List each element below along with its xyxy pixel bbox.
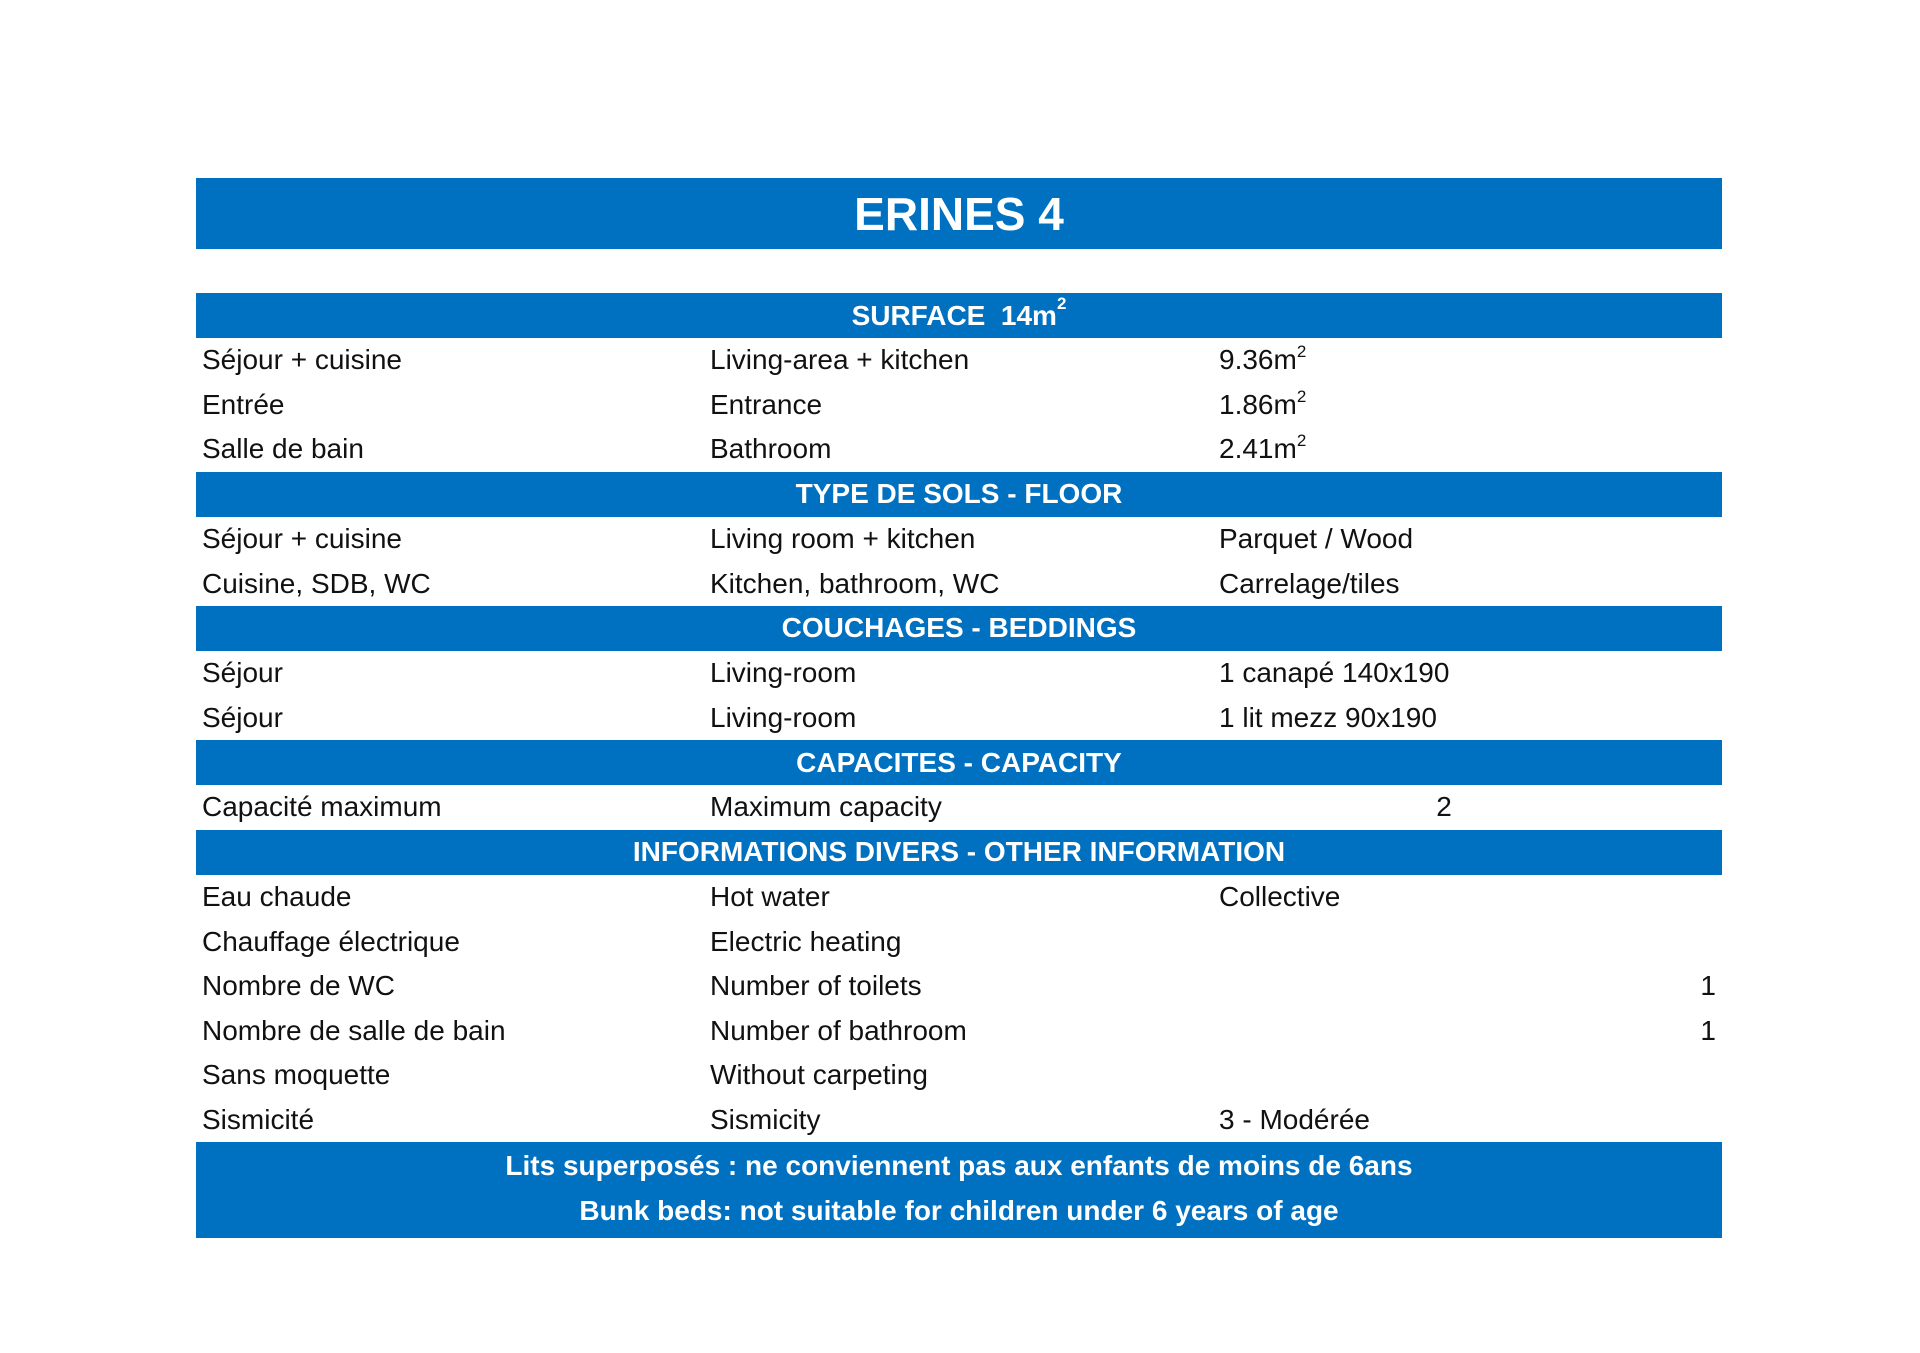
row-value-sup: 2 [1296, 342, 1307, 362]
property-title-text: ERINES 4 [854, 187, 1064, 240]
beddings-row [196, 651, 1722, 696]
row-count: 1 [1700, 970, 1716, 1002]
spacer [196, 249, 1722, 293]
surface-header-sup: 2 [1056, 293, 1067, 313]
row-label-fr: Nombre de WC [202, 970, 395, 1002]
row-label-fr: Sans moquette [202, 1059, 391, 1091]
row-label-fr: Sismicité [202, 1104, 315, 1136]
row-label-fr: Séjour + cuisine [202, 344, 403, 376]
other-info-row [196, 919, 1722, 964]
floor-row [196, 517, 1722, 562]
other-info-row [196, 1009, 1722, 1054]
row-label-fr: Entrée [202, 388, 285, 420]
surface-row [196, 383, 1722, 428]
row-label-en: Without carpeting [710, 1059, 928, 1091]
row-label-en: Number of toilets [710, 970, 922, 1002]
row-label-fr: Salle de bain [202, 433, 364, 465]
surface-header-text: SURFACE 14m [851, 299, 1057, 331]
row-value-text: 2.41m [1219, 433, 1297, 465]
surface-row [196, 338, 1722, 383]
capacity-header-text: CAPACITES - CAPACITY [796, 746, 1122, 778]
row-label-en: Living-area + kitchen [710, 344, 970, 376]
floor-row [196, 561, 1722, 606]
row-value-sup: 2 [1296, 431, 1307, 451]
other-info-row [196, 1098, 1722, 1143]
floor-header [196, 472, 1722, 517]
beddings-header [196, 606, 1722, 651]
row-label-fr: Séjour [202, 701, 283, 733]
surface-row [196, 427, 1722, 472]
other-info-row [196, 1053, 1722, 1098]
row-label-fr: Séjour + cuisine [202, 523, 403, 555]
property-sheet [196, 178, 1722, 1238]
bunk-bed-warning [196, 1142, 1722, 1237]
row-value-text: 1.86m [1219, 388, 1297, 420]
other-info-row [196, 875, 1722, 920]
row-label-en: Sismicity [710, 1104, 821, 1136]
row-value: Collective [1219, 881, 1341, 913]
floor-header-text: TYPE DE SOLS - FLOOR [795, 478, 1123, 510]
surface-header [196, 293, 1722, 338]
row-label-en: Entrance [710, 388, 823, 420]
row-value [1219, 386, 1307, 421]
row-label-en: Bathroom [710, 433, 832, 465]
row-label-fr: Chauffage électrique [202, 925, 460, 957]
row-value: 2 [1436, 791, 1452, 823]
row-value-text: 9.36m [1219, 344, 1297, 376]
row-label-en: Living room + kitchen [710, 523, 976, 555]
warning-text-en: Bunk beds: not suitable for children under 6 years of age [579, 1194, 1339, 1226]
property-title [196, 178, 1722, 249]
warning-text-fr: Lits superposés : ne conviennent pas aux enfants de moins de 6ans [505, 1150, 1413, 1182]
row-count: 1 [1700, 1014, 1716, 1046]
row-label-fr: Eau chaude [202, 881, 352, 913]
beddings-row [196, 696, 1722, 741]
row-value [1219, 433, 1306, 465]
row-label-en: Living-room [710, 657, 857, 689]
row-label-en: Kitchen, bathroom, WC [710, 567, 1000, 599]
row-label-en: Hot water [710, 881, 830, 913]
other-info-row [196, 964, 1722, 1009]
beddings-header-text: COUCHAGES - BEDDINGS [781, 612, 1137, 644]
row-value: Carrelage/tiles [1219, 567, 1400, 599]
row-label-fr: Séjour [202, 657, 283, 689]
row-value [1219, 344, 1306, 376]
row-label-en: Maximum capacity [710, 791, 942, 823]
row-value: 1 lit mezz 90x190 [1219, 701, 1437, 733]
other-info-header-text: INFORMATIONS DIVERS - OTHER INFORMATION [632, 836, 1286, 868]
row-value-sup: 2 [1296, 386, 1307, 406]
capacity-row [196, 785, 1722, 830]
row-value: Parquet / Wood [1219, 523, 1414, 555]
row-label-fr: Capacité maximum [202, 791, 442, 823]
capacity-header [196, 740, 1722, 785]
row-label-en: Living-room [710, 701, 857, 733]
row-label-en: Number of bathroom [710, 1014, 967, 1046]
row-label-fr: Cuisine, SDB, WC [202, 567, 431, 599]
other-info-header [196, 830, 1722, 875]
row-value: 3 - Modérée [1219, 1104, 1370, 1136]
row-value: 1 canapé 140x190 [1219, 657, 1450, 689]
row-label-en: Electric heating [710, 925, 902, 957]
row-label-fr: Nombre de salle de bain [202, 1014, 506, 1046]
